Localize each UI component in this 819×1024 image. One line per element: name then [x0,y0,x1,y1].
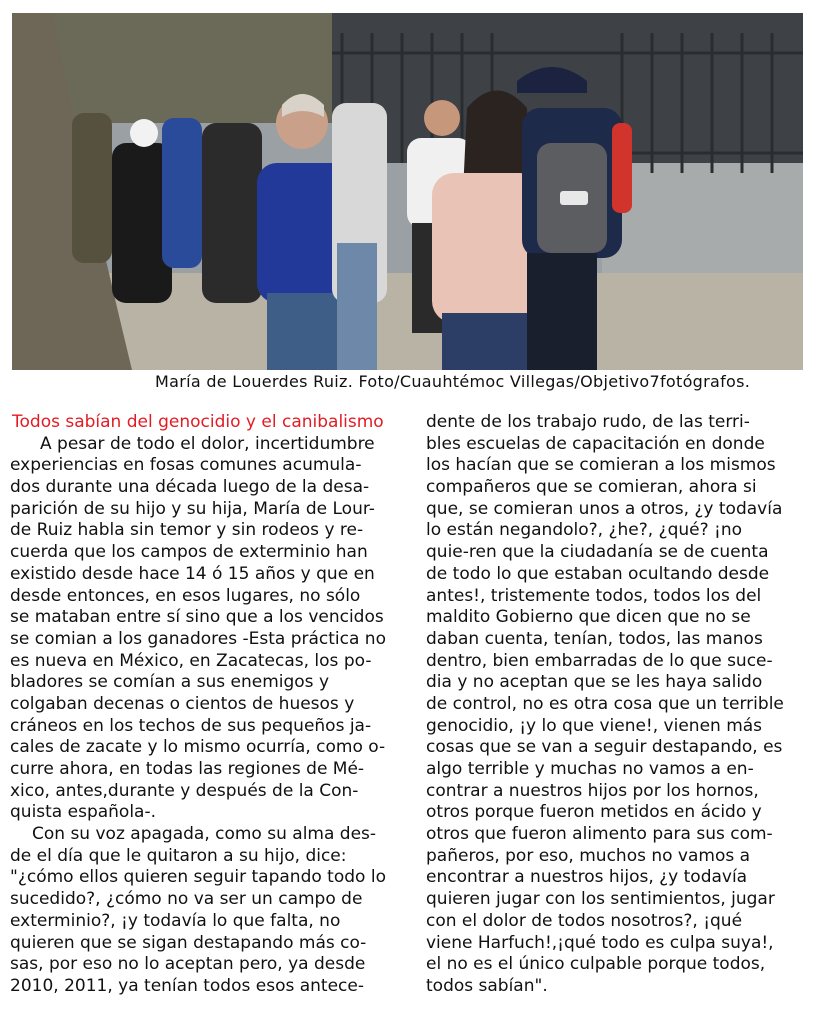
paragraph-line: de Ruiz habla sin temor y sin rodeos y re- [10,520,364,541]
paragraph-line: contrar a nuestros hijos por los hornos, [426,780,759,801]
photo-illustration [12,13,803,370]
paragraph-line: cráneos en los techos de sus pequeños ja- [10,715,372,736]
paragraph-line: es nueva en México, en Zacatecas, los po- [10,650,372,671]
paragraph-line: existido desde hace 14 ó 15 años y que en [10,563,375,584]
paragraph-line: pañeros, por eso, muchos no vamos a [426,845,751,866]
article-column-left [10,412,415,998]
paragraph-line: parición de su hijo y su hija, María de Lour- [10,498,375,519]
paragraph-line: dia y no aceptan que se les haya salido [426,672,763,693]
paragraph-line: cosas que se van a seguir destapando, es [426,737,783,758]
paragraph-line: dente de los trabajo rudo, de las terri- [426,412,750,432]
paragraph-line: dentro, bien embarradas de lo que suce- [426,650,773,671]
paragraph-line: Con su voz apagada, como su alma des- [32,824,377,845]
paragraph-line: quie-ren que la ciudadanía se de cuenta [426,542,769,563]
paragraph-line: lo están negandolo?, ¿he?, ¿qué? ¡no [426,520,743,541]
paragraph-line: se comian a los ganadores -Esta práctica no [10,628,386,649]
paragraph-line: quista española-. [10,802,157,823]
paragraph-line: de control, no es otra cosa que un terrible [426,693,784,714]
paragraph-line: otros porque fueron metidos en ácido y [426,802,762,823]
paragraph-line: A pesar de todo el dolor, incertidumbre [40,433,375,454]
paragraph-line: 2010, 2011, ya tenían todos esos antece- [10,975,364,996]
paragraph-line: algo terrible y muchas no vamos a en- [426,759,754,779]
paragraph-line: quieren que se sigan destapando más co- [10,932,367,953]
paragraph-line: compañeros que se comieran, ahora si [426,477,757,498]
paragraph-line: antes!, tristemente todos, todos los del [426,585,762,606]
paragraph-line: encontrar a nuestros hijos, ¿y todavía [426,867,748,888]
news-photo [12,13,803,370]
paragraph-line: el no es el único culpable porque todos, [426,954,766,975]
paragraph-line: los hacían que se comieran a los mismos [426,455,776,476]
paragraph-line: todos sabían". [426,975,548,996]
paragraph-line: experiencias en fosas comunes acumula- [10,455,362,476]
article-column-right [426,412,811,998]
paragraph-line: sucedido?, ¿cómo no va ser un campo de [10,889,363,910]
paragraph-line: bles escuelas de capacitación en donde [426,433,765,454]
paragraph-line: dos durante una década luego de la desa- [10,477,370,498]
section-heading: Todos sabían del genocidio y el canibalismo [12,412,384,432]
paragraph-line: sas, por eso no lo aceptan pero, ya desde [10,954,366,975]
paragraph-line: se mataban entre sí sino que a los vencidos [10,607,384,628]
paragraph-line: de el día que le quitaron a su hijo, dice: [10,845,347,866]
paragraph-line: colgaban decenas o cientos de huesos y [10,693,355,714]
paragraph-line: daban cuenta, tenían, todos, las manos [426,628,763,649]
paragraph-line: bladores se comían a sus enemigos y [10,672,330,693]
paragraph-line: que, se comieran unos a otros, ¿y todavía [426,498,783,519]
paragraph-line: otros que fueron alimento para sus com- [426,824,773,845]
paragraph-line: maldito Gobierno que dicen que no se [426,607,751,628]
photo-caption: María de Louerdes Ruiz. Foto/Cuauhtémoc Villegas/Objetivo7fotógrafos. [155,372,751,391]
paragraph-line: viene Harfuch!,¡qué todo es culpa suya!, [426,932,774,953]
paragraph-line: xico, antes,durante y después de la Con- [10,780,359,801]
paragraph-line: con el dolor de todos nosotros?, ¡qué [426,910,743,931]
paragraph-line: exterminio?, ¡y todavía lo que falta, no [10,910,341,931]
paragraph-line: "¿cómo ellos quieren seguir tapando todo lo [10,867,386,888]
paragraph-line: quieren jugar con los sentimientos, jugar [426,889,775,910]
paragraph-line: genocidio, ¡y lo que viene!, vienen más [426,715,763,736]
paragraph-line: curre ahora, en todas las regiones de Mé- [10,759,365,779]
paragraph-line: cales de zacate y lo mismo ocurría, como o- [10,737,386,758]
paragraph-line: desde entonces, en esos lugares, no sólo [10,585,361,606]
paragraph-line: cuerda que los campos de exterminio han [10,542,368,563]
paragraph-line: de todo lo que estaban ocultando desde [426,563,770,584]
